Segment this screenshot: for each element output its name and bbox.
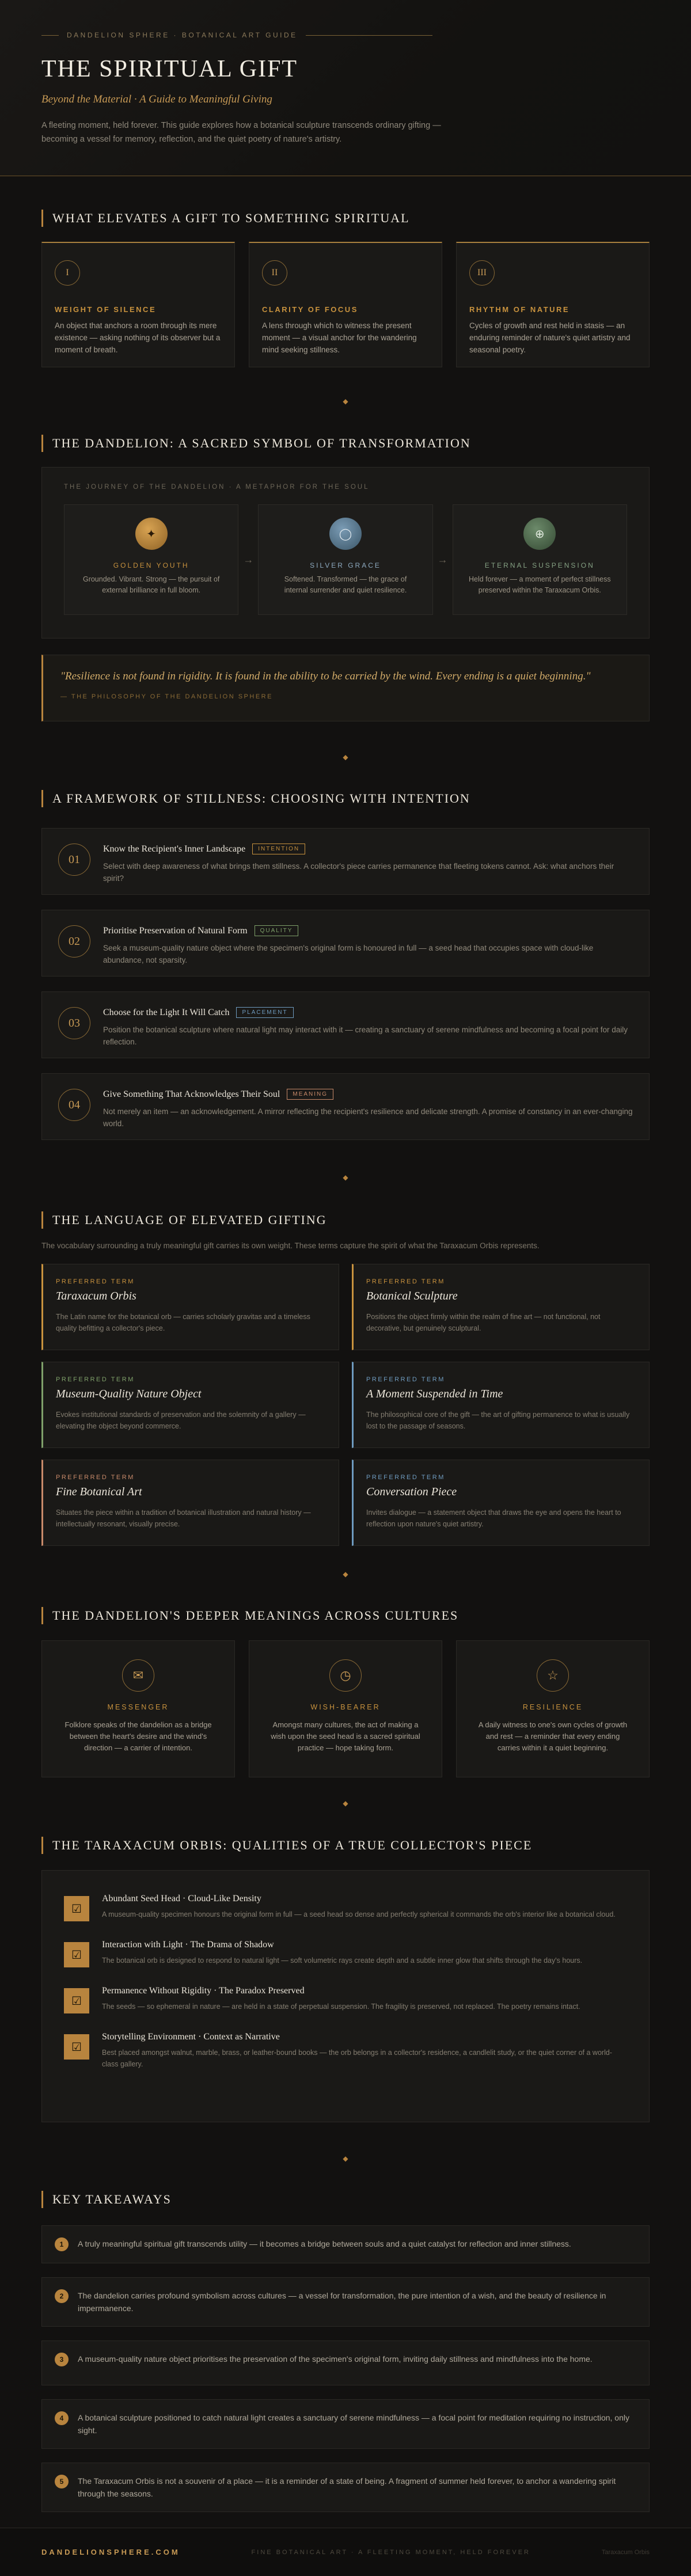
step-text: Seek a museum-quality nature object where the specimen's original form is honoured in full — a seed head that occupies space with cloud-like abundance, not sparsity.	[103, 944, 594, 964]
card-text: Cycles of growth and rest held in stasis — an enduring reminder of nature's quiet artistry and seasonal poetry.	[469, 321, 631, 354]
term-card	[352, 1460, 650, 1546]
step-badge: QUALITY	[255, 925, 299, 936]
journey-label: THE JOURNEY OF THE DANDELION · A METAPHOR FOR THE SOUL	[64, 484, 370, 491]
arrow-right-icon: →	[437, 553, 448, 565]
step-title-row	[103, 1089, 633, 1100]
takeaway-text: The dandelion carries profound symbolism across cultures — a vessel for transformation, the pure intention of a wish, and the beauty of resilience in impermanence.	[78, 2291, 606, 2313]
takeaway-number: 2	[55, 2289, 69, 2303]
section-takeaways	[0, 2191, 691, 2526]
card-title: WEIGHT OF SILENCE	[55, 305, 157, 314]
card-title: CLARITY OF FOCUS	[262, 305, 358, 314]
quality-item	[64, 1894, 627, 1921]
orb-cross-icon: ⊕	[523, 518, 556, 550]
section-title: A FRAMEWORK OF STILLNESS: CHOOSING WITH INTENTION	[52, 791, 470, 806]
takeaway-item	[41, 2341, 650, 2385]
journey-stage	[453, 504, 627, 615]
step-badge: INTENTION	[252, 844, 305, 854]
quality-title: Interaction with Light · The Drama of Shadow	[102, 1940, 274, 1950]
term-label: PREFERRED TERM	[56, 1474, 135, 1481]
meaning-title: WISH-BEARER	[310, 1703, 381, 1711]
diamond-divider-icon: ◆	[343, 1570, 348, 1578]
section-framework	[0, 790, 691, 1155]
step-title: Know the Recipient's Inner Landscape	[103, 844, 246, 854]
stage-title: GOLDEN YOUTH	[113, 561, 189, 569]
step-number: 01	[58, 844, 90, 876]
meaning-title: RESILIENCE	[522, 1703, 583, 1711]
section-elevates	[0, 210, 691, 367]
term-text: The Latin name for the botanical orb — carries scholarly gravitas and a timeless quality befitting a collector's piece.	[56, 1313, 310, 1332]
step-text: Not merely an item — an acknowledgement. A mirror reflecting the recipient's resilience and delicate strength. A promise of constancy in an ever-changing world.	[103, 1107, 633, 1128]
term-title: A Moment Suspended in Time	[366, 1388, 503, 1400]
takeaway-item	[41, 2463, 650, 2512]
section-language	[0, 1211, 691, 1546]
step-body	[103, 844, 633, 884]
arrow-right-icon: →	[243, 553, 254, 565]
takeaway-text: A truly meaningful spiritual gift transcends utility — it becomes a bridge between souls and a quiet catalyst for reflection and inner stillness.	[78, 2239, 571, 2248]
footer-right-text: Taraxacum Orbis	[601, 2548, 650, 2556]
framework-step	[41, 1073, 650, 1140]
term-label: PREFERRED TERM	[56, 1278, 135, 1285]
step-body	[103, 925, 633, 966]
term-title: Conversation Piece	[366, 1485, 457, 1498]
stage-text: Grounded. Vibrant. Strong — the pursuit of external brilliance in full bloom.	[82, 575, 220, 594]
diamond-divider-icon: ◆	[343, 2155, 348, 2163]
checkbox-icon: ☑	[64, 1896, 89, 1921]
numeral-badge: III	[469, 260, 495, 286]
section-title: KEY TAKEAWAYS	[52, 2192, 172, 2206]
circle-icon: ◯	[329, 518, 362, 550]
diamond-divider-icon: ◆	[343, 1799, 348, 1807]
step-title: Give Something That Acknowledges Their Soul	[103, 1089, 280, 1099]
section-heading	[41, 210, 650, 227]
section-title: THE TARAXACUM ORBIS: QUALITIES OF A TRUE COLLECTOR'S PIECE	[52, 1838, 533, 1852]
meaning-text: A daily witness to one's own cycles of growth and rest — a reminder that every ending carries within it a quiet beginning.	[478, 1720, 628, 1752]
hero	[0, 0, 691, 176]
term-label: PREFERRED TERM	[56, 1376, 135, 1383]
section-title: WHAT ELEVATES A GIFT TO SOMETHING SPIRITUAL	[52, 211, 410, 225]
section-dandelion-symbol	[0, 435, 691, 721]
stage-text: Held forever — a moment of perfect stillness preserved within the Taraxacum Orbis.	[469, 575, 611, 594]
diamond-divider-icon: ◆	[343, 397, 348, 405]
step-badge: PLACEMENT	[236, 1007, 293, 1018]
term-text: The philosophical core of the gift — the art of gifting permanence to what is usually lost to the passage of seasons.	[366, 1411, 630, 1430]
elevate-card	[249, 242, 442, 367]
hero-description: A fleeting moment, held forever. This guide explores how a botanical sculpture transcends ordinary gifting — becoming a vessel for memory, reflection, and the quiet poetry of nature's artistry.	[41, 121, 441, 144]
quality-item	[64, 2032, 627, 2070]
step-number: 04	[58, 1089, 90, 1121]
term-text: Evokes institutional standards of preservation and the solemnity of a gallery — elevating the object beyond commerce.	[56, 1411, 306, 1430]
section-qualities	[0, 1837, 691, 2122]
section-title: THE DANDELION'S DEEPER MEANINGS ACROSS CULTURES	[52, 1608, 459, 1623]
diamond-divider-icon: ◆	[343, 1173, 348, 1181]
page-title: THE SPIRITUAL GIFT	[41, 56, 298, 82]
footer	[0, 2528, 691, 2576]
quality-body	[102, 1940, 582, 1967]
section-title: THE LANGUAGE OF ELEVATED GIFTING	[52, 1213, 327, 1227]
elevate-card	[41, 242, 235, 367]
stage-title: SILVER GRACE	[310, 561, 381, 569]
meaning-title: MESSENGER	[107, 1703, 169, 1711]
step-title-row	[103, 925, 633, 936]
stage-title: ETERNAL SUSPENSION	[484, 561, 595, 569]
quality-text: The botanical orb is designed to respond to natural light — soft volumetric rays create depth and a subtle inner glow that shifts through the day's hours.	[102, 1956, 583, 1965]
journey-stage	[64, 504, 238, 615]
checkbox-icon: ☑	[64, 1942, 89, 1967]
footer-brand-link[interactable]: DANDELIONSPHERE.COM	[41, 2548, 180, 2556]
stage-text: Softened. Transformed — the grace of internal surrender and quiet resilience.	[284, 575, 407, 594]
footer-tagline: FINE BOTANICAL ART · A FLEETING MOMENT, HELD FOREVER	[251, 2548, 530, 2556]
quality-item	[64, 1940, 627, 1967]
meaning-card	[41, 1640, 235, 1777]
quality-title: Storytelling Environment · Context as Narrative	[102, 2032, 280, 2042]
journey-panel	[41, 467, 650, 639]
term-text: Situates the piece within a tradition of botanical illustration and natural history — intellectually resonant, visually precise.	[56, 1509, 311, 1528]
term-title: Fine Botanical Art	[56, 1485, 142, 1498]
checkbox-icon: ☑	[64, 2034, 89, 2060]
philosophy-quote	[41, 655, 650, 721]
quality-item	[64, 1986, 627, 2013]
step-title: Prioritise Preservation of Natural Form	[103, 925, 248, 936]
diamond-divider-icon: ◆	[343, 753, 348, 761]
card-title: RHYTHM OF NATURE	[469, 305, 570, 314]
step-text: Position the botanical sculpture where natural light may interact with it — creating a sanctuary of serene mindfulness and becoming a focal point for daily reflection.	[103, 1025, 628, 1046]
quality-body	[102, 1894, 616, 1921]
section-title: THE DANDELION: A SACRED SYMBOL OF TRANSFORMATION	[52, 436, 471, 450]
term-card	[352, 1362, 650, 1448]
quality-title: Abundant Seed Head · Cloud-Like Density	[102, 1894, 261, 1903]
term-label: PREFERRED TERM	[366, 1474, 445, 1481]
meaning-text: Amongst many cultures, the act of making a wish upon the seed head is a sacred spiritual practice — hope taking form.	[271, 1720, 420, 1752]
quality-text: The seeds — so ephemeral in nature — are held in a state of perpetual suspension. The fragility is preserved, not replaced. The poetry remains intact.	[102, 2003, 580, 2011]
term-card	[352, 1264, 650, 1350]
checkbox-icon: ☑	[64, 1988, 89, 2013]
meaning-card	[456, 1640, 650, 1777]
term-text: Positions the object firmly within the realm of fine art — not functional, not decorative, but genuinely sculptural.	[366, 1313, 601, 1332]
quote-attribution: — THE PHILOSOPHY OF THE DANDELION SPHERE	[60, 693, 273, 700]
quality-title: Permanence Without Rigidity · The Paradox Preserved	[102, 1986, 305, 1996]
numeral-badge: II	[262, 260, 287, 286]
term-text: Invites dialogue — a statement object that draws the eye and opens the heart to reflection upon nature's quiet artistry.	[366, 1509, 621, 1528]
star-icon: ☆	[537, 1659, 569, 1692]
elevate-card	[456, 242, 650, 367]
takeaway-item	[41, 2277, 650, 2327]
term-label: PREFERRED TERM	[366, 1278, 445, 1285]
step-body	[103, 1089, 633, 1130]
step-badge: MEANING	[287, 1089, 333, 1100]
framework-step	[41, 828, 650, 895]
step-title-row	[103, 844, 633, 854]
step-text: Select with deep awareness of what brings them stillness. A collector's piece carries permanence that fleeting tokens cannot. Ask: what anchors their spirit?	[103, 862, 614, 883]
takeaway-item	[41, 2399, 650, 2449]
numeral-badge: I	[55, 260, 80, 286]
framework-step	[41, 910, 650, 977]
step-title-row	[103, 1007, 633, 1018]
meaning-text: Folklore speaks of the dandelion as a bridge between the heart's desire and the wind's direction — a carrier of intention.	[64, 1720, 212, 1752]
term-card	[41, 1362, 339, 1448]
page-subtitle: Beyond the Material · A Guide to Meaningful Giving	[41, 93, 272, 105]
takeaway-item	[41, 2225, 650, 2263]
quality-body	[102, 1986, 580, 2013]
card-text: A lens through which to witness the present moment — a visual anchor for the wandering mind seeking stillness.	[262, 321, 417, 354]
step-number: 03	[58, 1007, 90, 1039]
quality-body	[102, 2032, 627, 2070]
section-intro: The vocabulary surrounding a truly meaningful gift carries its own weight. These terms capture the spirit of what the Taraxacum Orbis represents.	[41, 1241, 540, 1250]
term-title: Botanical Sculpture	[366, 1290, 458, 1302]
takeaway-number: 5	[55, 2475, 69, 2488]
qualities-panel	[41, 1870, 650, 2122]
quality-text: A museum-quality specimen honours the original form in full — a seed head so dense and perfectly spherical it commands the orb's interior like a botanical cloud.	[102, 1910, 616, 1918]
takeaway-number: 3	[55, 2353, 69, 2366]
term-label: PREFERRED TERM	[366, 1376, 445, 1383]
framework-step	[41, 991, 650, 1058]
eyebrow-text: DANDELION SPHERE · BOTANICAL ART GUIDE	[67, 31, 298, 39]
meaning-card	[249, 1640, 442, 1777]
card-text: An object that anchors a room through its mere existence — asking nothing of its observer but a moment of breath.	[55, 321, 221, 354]
section-meanings	[0, 1607, 691, 1777]
sparkle-icon: ✦	[135, 518, 168, 550]
step-body	[103, 1007, 633, 1048]
step-number: 02	[58, 925, 90, 958]
messenger-icon: ✉	[122, 1659, 154, 1692]
quality-text: Best placed amongst walnut, marble, brass, or leather-bound books — the orb belongs in a collector's residence, a candlelit study, or the quiet corner of a world-class gallery.	[102, 2049, 612, 2068]
quote-text: "Resilience is not found in rigidity. It is found in the ability to be carried by the wind. Every ending is a quiet beginning."	[60, 670, 591, 682]
takeaway-text: A botanical sculpture positioned to catch natural light creates a sanctuary of serene mindfulness — a focal point for meditation requiring no instruction, only sight.	[78, 2413, 629, 2435]
takeaway-number: 4	[55, 2411, 69, 2425]
hero-eyebrow	[41, 31, 650, 39]
clock-icon: ◷	[329, 1659, 362, 1692]
step-title: Choose for the Light It Will Catch	[103, 1007, 230, 1017]
term-title: Taraxacum Orbis	[56, 1290, 136, 1302]
term-card	[41, 1460, 339, 1546]
term-title: Museum-Quality Nature Object	[56, 1388, 202, 1400]
term-card	[41, 1264, 339, 1350]
takeaway-number: 1	[55, 2237, 69, 2251]
takeaway-text: The Taraxacum Orbis is not a souvenir of a place — it is a reminder of a state of being. A fragment of summer held forever, to anchor a wandering spirit through the seasons.	[78, 2476, 616, 2498]
takeaway-text: A museum-quality nature object prioritises the preservation of the specimen's original form, inviting daily stillness and mindfulness into the home.	[78, 2354, 593, 2364]
journey-stage	[258, 504, 432, 615]
